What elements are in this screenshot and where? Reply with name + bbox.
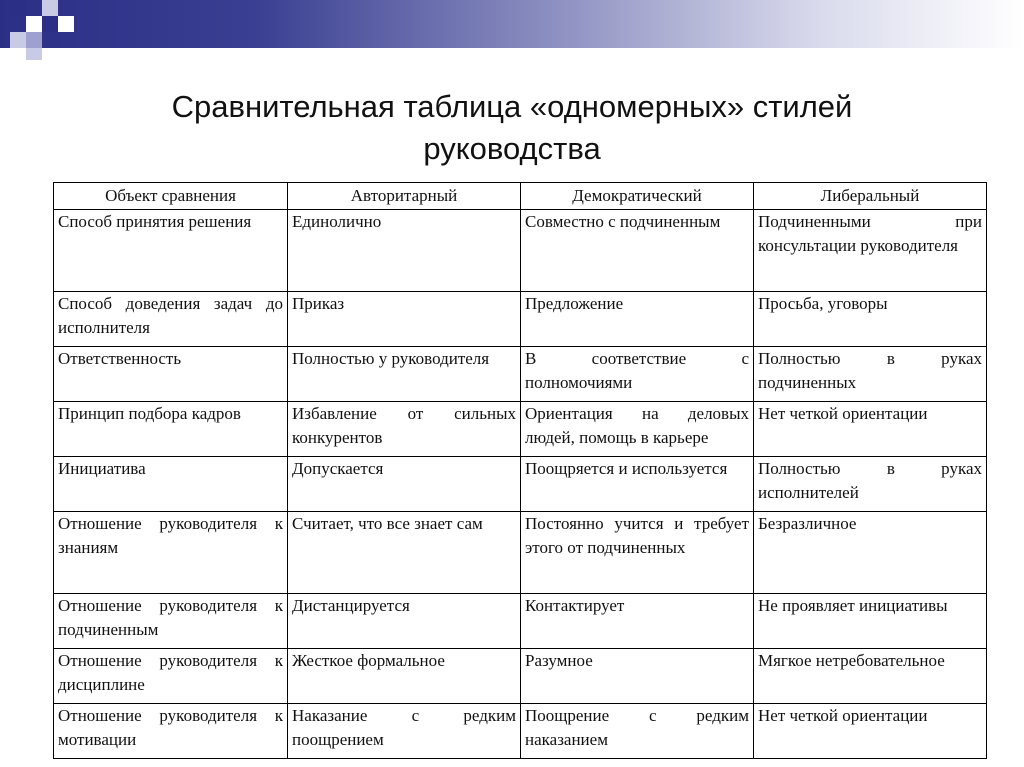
table-row <box>54 512 987 594</box>
slide-title: Сравнительная таблица «одномерных» стилей руководства <box>171 89 853 166</box>
column-header: Объект сравнения <box>54 183 288 210</box>
table-cell: Полностью в руках подчиненных <box>754 347 987 402</box>
table-cell: Полностью у руководителя <box>288 347 521 402</box>
table-cell: Допускается <box>288 457 521 512</box>
table-row <box>54 210 987 292</box>
table-row <box>54 594 987 649</box>
table-cell: Не проявляет инициативы <box>754 594 987 649</box>
table-cell: Совместно с подчиненным <box>521 210 754 292</box>
table-header-row <box>54 183 987 210</box>
table-cell: Нет четкой ориентации <box>754 704 987 759</box>
table-cell: Безразличное <box>754 512 987 594</box>
table-cell: В соответствие с полномочиями <box>521 347 754 402</box>
table-cell: Жесткое формальное <box>288 649 521 704</box>
table-cell: Избавление от сильных конкурентов <box>288 402 521 457</box>
table-cell: Поощрение с редким наказанием <box>521 704 754 759</box>
table-cell: Единолично <box>288 210 521 292</box>
table-cell: Способ доведения задач до исполнителя <box>54 292 288 347</box>
table-cell: Мягкое нетребовательное <box>754 649 987 704</box>
table-cell: Отношение руководителя к подчиненным <box>54 594 288 649</box>
table-cell: Нет четкой ориентации <box>754 402 987 457</box>
table-cell: Контактирует <box>521 594 754 649</box>
table-cell: Способ принятия решения <box>54 210 288 292</box>
table-cell: Поощряется и используется <box>521 457 754 512</box>
table-cell: Дистанцируется <box>288 594 521 649</box>
column-header: Демократический <box>521 183 754 210</box>
table-cell: Отношение руководителя к дисциплине <box>54 649 288 704</box>
column-header: Либеральный <box>754 183 987 210</box>
table-row <box>54 457 987 512</box>
table-cell: Разумное <box>521 649 754 704</box>
header-gradient-bar <box>0 0 1024 48</box>
table-cell: Отношение руководителя к знаниям <box>54 512 288 594</box>
table-cell: Постоянно учится и требует этого от подчиненных <box>521 512 754 594</box>
table-row <box>54 347 987 402</box>
table-cell: Принцип подбора кадров <box>54 402 288 457</box>
table-cell: Приказ <box>288 292 521 347</box>
table-cell: Считает, что все знает сам <box>288 512 521 594</box>
table-cell: Наказание с редким поощрением <box>288 704 521 759</box>
table-cell: Ориентация на деловых людей, помощь в карьере <box>521 402 754 457</box>
column-header: Авторитарный <box>288 183 521 210</box>
table-cell: Просьба, уговоры <box>754 292 987 347</box>
comparison-table <box>53 182 987 759</box>
table-cell: Инициатива <box>54 457 288 512</box>
table-row <box>54 704 987 759</box>
table-row <box>54 292 987 347</box>
table-cell: Предложение <box>521 292 754 347</box>
table-row <box>54 402 987 457</box>
table-cell: Подчиненными при консультации руководителя <box>754 210 987 292</box>
table-cell: Полностью в руках исполнителей <box>754 457 987 512</box>
table-cell: Отношение руководителя к мотивации <box>54 704 288 759</box>
table-cell: Ответственность <box>54 347 288 402</box>
table-row <box>54 649 987 704</box>
